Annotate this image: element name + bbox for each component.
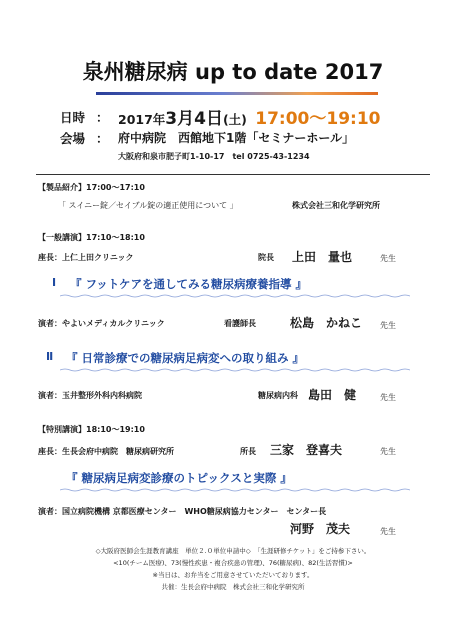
venue-name: 府中病院 西館地下1階「セミナーホール」 xyxy=(118,131,355,145)
venue-address: 大阪府和泉市肥子町1-10-17 tel 0725-43-1234 xyxy=(118,152,310,161)
divider-1 xyxy=(36,174,430,175)
talk1-number: Ⅰ xyxy=(52,276,57,289)
title-underline xyxy=(96,92,378,95)
special-speaker-suffix: 先生 xyxy=(380,527,396,536)
wavy-divider-3 xyxy=(60,488,410,492)
special-chair-suffix: 先生 xyxy=(380,447,396,456)
event-date xyxy=(118,104,381,129)
venue-colon: ： xyxy=(96,131,109,146)
page-title: 泉州糖尿病 up to date 2017 xyxy=(82,60,384,84)
wavy-divider-1 xyxy=(60,294,410,298)
special-lecture-title: 『 糖尿病足病変診療のトピックスと実際 』 xyxy=(66,471,292,485)
event-time: 17:00〜19:10 xyxy=(255,109,381,129)
general-lecture-heading: 【一般講演】17:10〜18:10 xyxy=(38,233,145,242)
footer-cosponsors: 共催：生長会府中病院 株式会社三和化学研究所 xyxy=(161,583,305,591)
footer-lunch-note: ※当日は、お弁当をご用意させていただいております。 xyxy=(152,571,314,579)
product-intro-heading: 【製品紹介】17:00〜17:10 xyxy=(38,183,145,192)
venue-label: 会場 xyxy=(60,131,86,146)
special-chair-name: 三家 登喜夫 xyxy=(270,443,343,457)
special-chair-label: 座長：生長会府中病院 糖尿病研究所 xyxy=(38,447,174,456)
talk2-number: Ⅱ xyxy=(46,350,54,363)
talk2-speaker-role: 糖尿病内科 xyxy=(258,391,298,400)
talk2-speaker-name: 島田 健 xyxy=(308,388,357,402)
special-speaker-label: 演者：国立病院機構 京都医療センター WHO糖尿病協力センター センター長 xyxy=(38,507,327,516)
product-intro-company: 株式会社三和化学研究所 xyxy=(292,201,380,210)
general-chair-label: 座長：上仁上田クリニック xyxy=(38,253,134,262)
product-intro-title: 「 スイニー錠／セイブル錠の適正使用について 」 xyxy=(58,201,238,210)
talk2-title: 『 日常診療での糖尿病足病変への取り組み 』 xyxy=(66,351,305,365)
event-month-day: 3月4日 xyxy=(165,109,223,129)
footer-cme-note: ◇大阪府医師会生涯教育講座 単位２.０単位申請中◇ 「生涯研修チケット」をご持参下さい。 xyxy=(95,547,371,555)
general-chair-role: 院長 xyxy=(258,253,274,262)
footer-cme-codes: <10(チーム医療)、73(慢性疾患・複合疾患の管理)、76(糖尿病)、82(生活習慣)> xyxy=(113,559,353,567)
wavy-divider-2 xyxy=(60,368,410,372)
date-colon: ： xyxy=(96,110,109,125)
talk1-speaker-role: 看護師長 xyxy=(224,319,256,328)
event-weekday: (土) xyxy=(222,112,247,127)
special-speaker-name: 河野 茂夫 xyxy=(290,522,351,536)
special-chair-role: 所長 xyxy=(240,447,256,456)
talk1-speaker-label: 演者：やよいメディカルクリニック xyxy=(38,319,165,328)
event-year: 2017年 xyxy=(118,112,166,127)
general-chair-name: 上田 量也 xyxy=(292,250,353,264)
talk2-speaker-suffix: 先生 xyxy=(380,393,396,402)
special-lecture-heading: 【特別講演】18:10〜19:10 xyxy=(38,425,145,434)
talk2-speaker-label: 演者：玉井整形外科内科病院 xyxy=(38,391,142,400)
talk1-title: 『 フットケアを通してみる糖尿病療養指導 』 xyxy=(70,277,307,291)
date-label: 日時 xyxy=(60,110,86,125)
general-chair-suffix: 先生 xyxy=(380,254,396,263)
talk1-speaker-name: 松島 かねこ xyxy=(290,316,363,330)
talk1-speaker-suffix: 先生 xyxy=(380,321,396,330)
